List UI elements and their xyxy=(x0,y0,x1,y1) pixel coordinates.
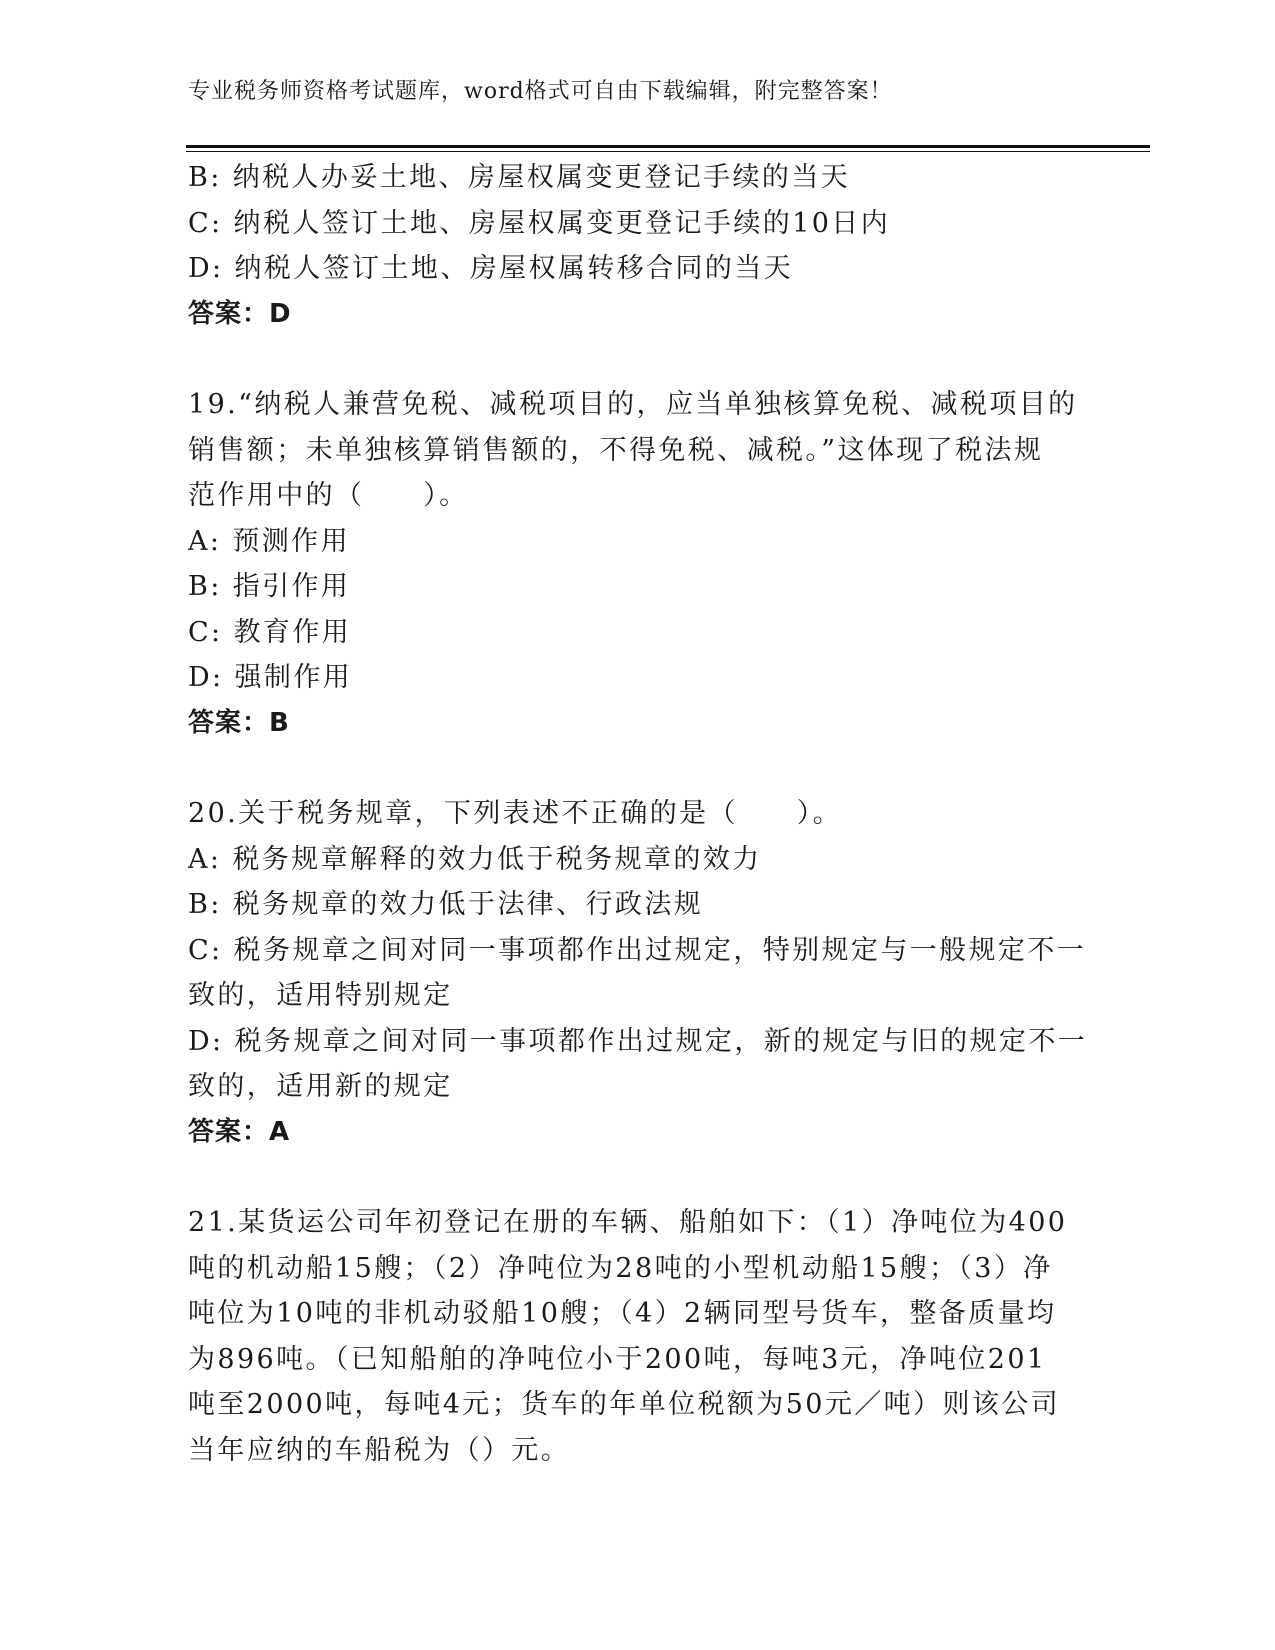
question-21 xyxy=(188,1200,1078,1473)
answer-label: 答案：A xyxy=(188,1116,291,1147)
question-stem-line: 20.关于税务规章，下列表述不正确的是（ ）。 xyxy=(188,798,843,829)
question-stem-line: 为896吨。（已知船舶的净吨位小于200吨，每吨3元，净吨位201 xyxy=(188,1343,1047,1375)
option-b: B: 税务规章的效力低于法律、行政法规 xyxy=(188,889,704,920)
option-c: C: 教育作用 xyxy=(188,616,352,648)
question-stem-line: 销售额；未单独核算销售额的，不得免税、减税。”这体现了税法规 xyxy=(188,434,1044,466)
question-18 xyxy=(188,155,1078,337)
option-a: A: 预测作用 xyxy=(188,525,350,557)
question-list xyxy=(188,155,1088,1473)
option-d: D: 纳税人签订土地、房屋权属转移合同的当天 xyxy=(188,253,794,284)
question-stem-line: 当年应纳的车船税为（）元。 xyxy=(188,1434,571,1466)
question-20 xyxy=(188,791,1088,1155)
question-stem-line: 21.某货运公司年初登记在册的车辆、船舶如下：（1）净吨位为400 xyxy=(188,1207,1068,1238)
answer-label: 答案：D xyxy=(188,298,292,329)
question-stem-line: 19.“纳税人兼营免税、减税项目的，应当单独核算免税、减税项目的 xyxy=(188,389,1078,420)
question-stem-line: 吨的机动船15艘；（2）净吨位为28吨的小型机动船15艘；（3）净 xyxy=(188,1252,1053,1284)
question-stem-line: 吨位为10吨的非机动驳船10艘；（4）2辆同型号货车，整备质量均 xyxy=(188,1298,1057,1329)
question-stem-line: 吨至2000吨，每吨4元；货车的年单位税额为50元／吨）则该公司 xyxy=(188,1389,1061,1420)
option-b: B: 指引作用 xyxy=(188,571,351,602)
answer-label: 答案：B xyxy=(188,707,290,738)
option-d-continued: 致的，适用新的规定 xyxy=(188,1071,453,1102)
option-d: D: 税务规章之间对同一事项都作出过规定，新的规定与旧的规定不一 xyxy=(188,1025,1088,1057)
option-c-continued: 致的，适用特别规定 xyxy=(188,980,453,1011)
question-19 xyxy=(188,382,1078,746)
question-stem-line: 范作用中的（ ）。 xyxy=(188,480,469,511)
option-c: C: 税务规章之间对同一事项都作出过规定，特别规定与一般规定不一 xyxy=(188,934,1087,966)
option-a: A: 税务规章解释的效力低于税务规章的效力 xyxy=(188,843,762,875)
option-c: C: 纳税人签订土地、房屋权属变更登记手续的10日内 xyxy=(188,207,891,239)
header-rule-thick xyxy=(186,145,1150,148)
page-header: 专业税务师资格考试题库，word格式可自由下载编辑，附完整答案！ xyxy=(188,79,893,104)
option-d: D: 强制作用 xyxy=(188,662,353,693)
header-rule-thin xyxy=(186,151,1150,152)
option-b: B: 纳税人办妥土地、房屋权属变更登记手续的当天 xyxy=(188,162,851,193)
